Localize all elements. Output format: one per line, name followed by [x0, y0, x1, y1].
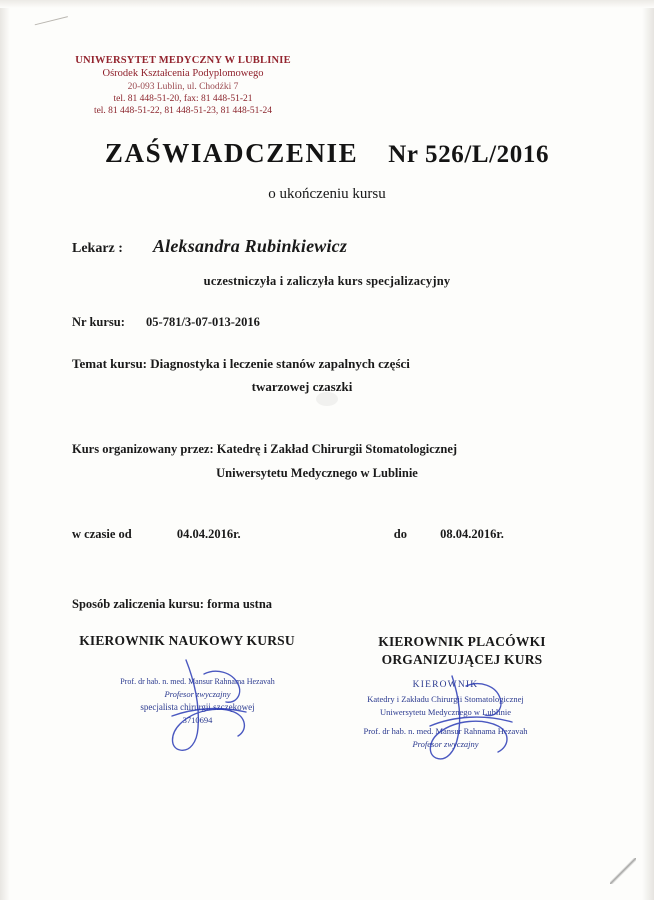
page-title: ZAŚWIADCZENIE [104, 138, 359, 168]
letterhead-university: UNIWERSYTET MEDYCZNY W LUBLINIE [75, 55, 291, 66]
course-number-row [72, 315, 260, 330]
organizer-line1: Katedrę i Zakład Chirurgii Stomatologicznej [216, 442, 458, 456]
organizer-row [72, 438, 592, 486]
course-topic-row [72, 353, 592, 399]
date-to-label: do [393, 527, 407, 541]
subtitle: o ukończeniu kursu [268, 186, 386, 202]
scan-scratch-mark [35, 16, 72, 39]
stamp-right [338, 678, 553, 751]
organizer-line2: Uniwersytetu Medycznego w Lublinie [216, 465, 418, 480]
signature-right-title-line2: ORGANIZUJĄCEJ KURS [381, 652, 543, 668]
dates-row [72, 527, 594, 542]
stamp-right-line3: Uniwersytetu Medycznego w Lublinie [379, 706, 511, 717]
letterhead-address: 20-093 Lublin, ul. Chodźki 7 [127, 81, 239, 92]
scan-edge-right [642, 0, 654, 900]
stamp-left-line4: 3710694 [182, 715, 213, 726]
date-from-value: 04.04.2016r. [176, 527, 241, 541]
stamp-right-line4: Prof. dr hab. n. med. Mansur Rahnama Hezavah [363, 726, 528, 737]
letterhead-center: Ośrodek Kształcenia Podyplomowego [102, 68, 264, 80]
date-from-label: w czasie od [72, 527, 132, 541]
certificate-number: Nr 526/L/2016 [388, 141, 550, 168]
course-topic-label: Temat kursu: [72, 356, 148, 371]
scan-corner-mark [610, 858, 636, 884]
course-number-label: Nr kursu: [72, 315, 125, 329]
course-number-value: 05-781/3-07-013-2016 [146, 315, 260, 329]
letterhead-phones: tel. 81 448-51-22, 81 448-51-23, 81 448-51-24 [93, 106, 273, 117]
stamp-right-line5: Profesor zwyczajny [412, 739, 479, 750]
date-to-value: 08.04.2016r. [440, 527, 504, 541]
scan-edge-top [0, 0, 654, 8]
letterhead-phone-fax: tel. 81 448-51-20, fax: 81 448-51-21 [113, 94, 253, 105]
scan-edge-left [0, 0, 10, 900]
signature-right-title-line1: KIEROWNIK PLACÓWKI [378, 634, 546, 649]
title-row [0, 138, 654, 169]
completion-method: Sposób zaliczenia kursu: forma ustna [72, 597, 273, 611]
doctor-row [72, 236, 592, 257]
letterhead [18, 54, 348, 117]
stamp-left [110, 676, 285, 727]
organizer-label: Kurs organizowany przez: [72, 442, 214, 456]
signature-right-title [332, 633, 592, 669]
stamp-left-line1: Prof. dr hab. n. med. Mansur Rahnama Hezavah [120, 677, 275, 686]
doctor-label: Lekarz : [72, 241, 123, 256]
doctor-name: Aleksandra Rubinkiewicz [152, 236, 348, 256]
stamp-right-line1: KIEROWNIK [412, 680, 479, 690]
course-topic-line1: Diagnostyka i leczenie stanów zapalnych części [150, 356, 410, 371]
stamp-left-line2: Profesor zwyczajny [164, 689, 231, 699]
course-topic-line2: twarzowej czaszki [251, 378, 353, 394]
participation-line: uczestniczyła i zaliczyła kurs specjalizacyjny [203, 274, 451, 288]
paper-smudge [316, 392, 338, 406]
stamp-left-line3: specjalista chirurgii szczękowej [140, 701, 255, 712]
signature-left-title: KIEROWNIK NAUKOWY KURSU [79, 633, 295, 648]
stamp-right-line2: Katedry i Zakładu Chirurgii Stomatologicznej [367, 693, 524, 704]
